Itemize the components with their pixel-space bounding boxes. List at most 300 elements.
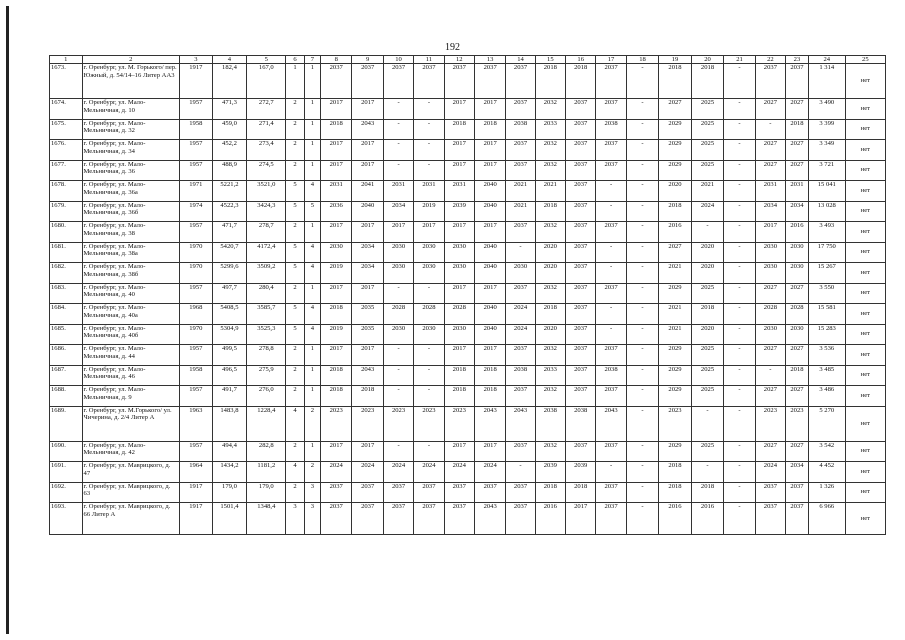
status-cell: нет bbox=[845, 345, 885, 366]
table-row bbox=[50, 222, 886, 243]
column-header: 23 bbox=[786, 56, 809, 64]
table-cell: 2037 bbox=[596, 160, 626, 181]
table-cell: 2035 bbox=[352, 304, 383, 325]
status-cell: нет bbox=[845, 201, 885, 222]
table-cell: 4 bbox=[304, 181, 320, 202]
table-cell: - bbox=[724, 222, 755, 243]
row-number: 1683. bbox=[50, 283, 83, 304]
table-cell: 2033 bbox=[535, 365, 565, 386]
table-cell: 2037 bbox=[506, 140, 535, 161]
table-cell: 2024 bbox=[691, 201, 724, 222]
column-header: 4 bbox=[212, 56, 247, 64]
table-cell: 2037 bbox=[566, 386, 596, 407]
table-cell: 2021 bbox=[506, 181, 535, 202]
table-cell: 2017 bbox=[321, 283, 352, 304]
table-cell: - bbox=[626, 140, 659, 161]
table-cell: - bbox=[724, 365, 755, 386]
table-cell: 1228,4 bbox=[247, 406, 286, 441]
table-cell: 2018 bbox=[786, 365, 809, 386]
status-cell: нет bbox=[845, 222, 885, 243]
table-cell: 2043 bbox=[352, 365, 383, 386]
table-cell: 2040 bbox=[474, 201, 505, 222]
table-cell: 2021 bbox=[535, 181, 565, 202]
table-cell: 2030 bbox=[383, 263, 413, 284]
column-header: 21 bbox=[724, 56, 755, 64]
table-cell: 2037 bbox=[566, 324, 596, 345]
table-cell: 2037 bbox=[596, 99, 626, 120]
table-cell: 2043 bbox=[474, 503, 505, 535]
table-cell: 2037 bbox=[506, 222, 535, 243]
table-cell: - bbox=[626, 304, 659, 325]
table-cell: 2017 bbox=[352, 283, 383, 304]
table-cell: 2029 bbox=[659, 365, 692, 386]
table-row bbox=[50, 503, 886, 535]
status-cell: нет bbox=[845, 99, 885, 120]
table-cell: 182,4 bbox=[212, 64, 247, 99]
address-cell: г. Оренбург, ул. Мало-Мельничная, д. 40а bbox=[82, 304, 180, 325]
table-cell: 1957 bbox=[180, 441, 213, 462]
table-cell: 1970 bbox=[180, 324, 213, 345]
address-cell: г. Оренбург, ул. Мало-Мельничная, д. 46 bbox=[82, 365, 180, 386]
table-cell: - bbox=[383, 283, 413, 304]
table-cell: 2017 bbox=[474, 140, 505, 161]
column-header: 9 bbox=[352, 56, 383, 64]
table-cell: 2029 bbox=[659, 140, 692, 161]
table-cell: 2037 bbox=[474, 482, 505, 503]
table-cell: 2017 bbox=[444, 441, 474, 462]
table-cell: 1964 bbox=[180, 462, 213, 483]
table-cell: - bbox=[506, 242, 535, 263]
table-cell: 2024 bbox=[321, 462, 352, 483]
table-cell: - bbox=[596, 304, 626, 325]
table-cell: 2027 bbox=[755, 345, 785, 366]
table-cell: 2017 bbox=[755, 222, 785, 243]
column-header: 1 bbox=[50, 56, 83, 64]
table-cell: 2030 bbox=[444, 242, 474, 263]
table-cell: - bbox=[626, 160, 659, 181]
status-cell: нет bbox=[845, 386, 885, 407]
table-cell: 3 485 bbox=[808, 365, 845, 386]
table-row bbox=[50, 462, 886, 483]
table-row bbox=[50, 242, 886, 263]
table-cell: 3 399 bbox=[808, 119, 845, 140]
table-cell: 2041 bbox=[352, 181, 383, 202]
table-cell: 15 283 bbox=[808, 324, 845, 345]
table-cell: 1 bbox=[304, 119, 320, 140]
table-cell: 2037 bbox=[414, 482, 444, 503]
table-cell: 2040 bbox=[474, 181, 505, 202]
table-cell: 3 536 bbox=[808, 345, 845, 366]
table-cell: 2031 bbox=[414, 181, 444, 202]
address-cell: г. Оренбург, ул. Маврицкого, д. 63 bbox=[82, 482, 180, 503]
table-cell: 2037 bbox=[566, 119, 596, 140]
table-cell: - bbox=[626, 441, 659, 462]
table-cell: 2035 bbox=[352, 324, 383, 345]
column-header: 11 bbox=[414, 56, 444, 64]
column-header: 19 bbox=[659, 56, 692, 64]
table-cell: 5 bbox=[286, 324, 304, 345]
table-cell: 2039 bbox=[535, 462, 565, 483]
table-cell: - bbox=[724, 242, 755, 263]
table-cell: 2018 bbox=[321, 119, 352, 140]
table-cell: - bbox=[383, 345, 413, 366]
table-cell: 2028 bbox=[383, 304, 413, 325]
table-cell: 2018 bbox=[566, 64, 596, 99]
table-row bbox=[50, 365, 886, 386]
table-cell: 2025 bbox=[691, 140, 724, 161]
table-cell: 3 490 bbox=[808, 99, 845, 120]
table-cell: 2025 bbox=[691, 345, 724, 366]
table-cell: 2021 bbox=[691, 181, 724, 202]
table-cell: 2030 bbox=[786, 242, 809, 263]
table-cell: 2019 bbox=[414, 201, 444, 222]
table-cell: 2 bbox=[286, 283, 304, 304]
table-cell: 2038 bbox=[566, 406, 596, 441]
table-cell: - bbox=[596, 242, 626, 263]
column-header: 24 bbox=[808, 56, 845, 64]
table-cell: 2032 bbox=[535, 160, 565, 181]
table-cell: 2018 bbox=[321, 304, 352, 325]
table-cell: 2018 bbox=[659, 482, 692, 503]
table-cell: 2018 bbox=[474, 386, 505, 407]
table-cell: 2 bbox=[286, 365, 304, 386]
table-cell: 2037 bbox=[755, 503, 785, 535]
table-cell: - bbox=[414, 160, 444, 181]
table-cell: - bbox=[414, 386, 444, 407]
header-row bbox=[50, 56, 886, 64]
table-cell: 1957 bbox=[180, 222, 213, 243]
table-cell: 1917 bbox=[180, 482, 213, 503]
table-cell: 2034 bbox=[383, 201, 413, 222]
table-cell: 2021 bbox=[659, 263, 692, 284]
status-cell: нет bbox=[845, 140, 885, 161]
table-cell: 2018 bbox=[535, 482, 565, 503]
row-number: 1689. bbox=[50, 406, 83, 441]
table-cell: 2037 bbox=[596, 503, 626, 535]
table-cell: 2037 bbox=[566, 222, 596, 243]
table-cell: - bbox=[626, 365, 659, 386]
table-cell: 2027 bbox=[755, 140, 785, 161]
table-cell: 499,5 bbox=[212, 345, 247, 366]
table-cell: 2 bbox=[304, 406, 320, 441]
table-cell: - bbox=[596, 181, 626, 202]
table-cell: 2016 bbox=[659, 222, 692, 243]
table-cell: 2018 bbox=[786, 119, 809, 140]
table-cell: 2020 bbox=[691, 242, 724, 263]
table-cell: - bbox=[506, 462, 535, 483]
table-cell: - bbox=[414, 365, 444, 386]
table-cell: - bbox=[626, 503, 659, 535]
table-cell: - bbox=[626, 462, 659, 483]
table-cell: 2 bbox=[286, 160, 304, 181]
address-cell: г. Оренбург, ул. Мало-Мельничная, д. 9 bbox=[82, 386, 180, 407]
table-cell: 2021 bbox=[659, 324, 692, 345]
column-header: 13 bbox=[474, 56, 505, 64]
table-cell: - bbox=[626, 324, 659, 345]
table-cell: - bbox=[724, 386, 755, 407]
column-header: 12 bbox=[444, 56, 474, 64]
table-cell: 2028 bbox=[755, 304, 785, 325]
table-cell: 4 bbox=[304, 324, 320, 345]
table-row bbox=[50, 324, 886, 345]
table-row bbox=[50, 119, 886, 140]
table-cell: 2030 bbox=[444, 324, 474, 345]
table-cell: 2017 bbox=[444, 283, 474, 304]
table-row bbox=[50, 181, 886, 202]
table-cell: 4522,3 bbox=[212, 201, 247, 222]
table-cell: 2030 bbox=[414, 324, 444, 345]
table-cell: 2040 bbox=[474, 304, 505, 325]
table-cell: - bbox=[724, 324, 755, 345]
table-cell: 2018 bbox=[535, 64, 565, 99]
table-cell: 2017 bbox=[352, 222, 383, 243]
table-cell: 2037 bbox=[755, 482, 785, 503]
table-cell: 491,7 bbox=[212, 386, 247, 407]
row-number: 1686. bbox=[50, 345, 83, 366]
table-cell: 2028 bbox=[444, 304, 474, 325]
address-cell: г. Оренбург, ул. Маврицкого, д. 66 Литер А bbox=[82, 503, 180, 535]
table-cell: 2017 bbox=[444, 160, 474, 181]
table-cell: 2 bbox=[286, 99, 304, 120]
table-cell: 2037 bbox=[786, 503, 809, 535]
table-cell: 2023 bbox=[414, 406, 444, 441]
table-cell: - bbox=[626, 201, 659, 222]
table-cell: 2036 bbox=[321, 201, 352, 222]
table-cell: 2017 bbox=[321, 140, 352, 161]
status-cell: нет bbox=[845, 482, 885, 503]
table-cell: 13 028 bbox=[808, 201, 845, 222]
table-cell: 2020 bbox=[659, 181, 692, 202]
table-cell: 2031 bbox=[786, 181, 809, 202]
table-cell: 2037 bbox=[352, 503, 383, 535]
table-cell: 2029 bbox=[659, 119, 692, 140]
table-cell: - bbox=[724, 406, 755, 441]
table-cell: 1 bbox=[304, 140, 320, 161]
table-cell: 1957 bbox=[180, 160, 213, 181]
table-cell: 2037 bbox=[506, 99, 535, 120]
table-cell: 2028 bbox=[786, 304, 809, 325]
table-cell: 2034 bbox=[786, 462, 809, 483]
column-header: 6 bbox=[286, 56, 304, 64]
table-cell: 4 bbox=[286, 406, 304, 441]
column-header: 8 bbox=[321, 56, 352, 64]
table-cell: 2037 bbox=[383, 64, 413, 99]
table-row bbox=[50, 64, 886, 99]
table-cell: 2043 bbox=[474, 406, 505, 441]
column-header: 5 bbox=[247, 56, 286, 64]
column-header: 10 bbox=[383, 56, 413, 64]
table-cell: 2031 bbox=[321, 181, 352, 202]
table-cell: 5299,6 bbox=[212, 263, 247, 284]
table-cell: 2027 bbox=[786, 283, 809, 304]
table-cell: 2016 bbox=[659, 503, 692, 535]
table-row bbox=[50, 160, 886, 181]
table-row bbox=[50, 386, 886, 407]
table-cell: 2018 bbox=[691, 304, 724, 325]
table-cell: 2037 bbox=[444, 482, 474, 503]
table-cell: 2032 bbox=[535, 222, 565, 243]
table-cell: 2031 bbox=[444, 181, 474, 202]
table-cell: 5 bbox=[286, 304, 304, 325]
table-cell: 2030 bbox=[383, 324, 413, 345]
table-cell: 2018 bbox=[444, 386, 474, 407]
table-cell: - bbox=[626, 482, 659, 503]
table-row bbox=[50, 140, 886, 161]
table-cell: - bbox=[626, 345, 659, 366]
address-cell: г. Оренбург, ул. Мало-Мельничная, д. 38б bbox=[82, 263, 180, 284]
table-cell: 497,7 bbox=[212, 283, 247, 304]
table-cell: 2040 bbox=[474, 324, 505, 345]
table-cell: 2037 bbox=[596, 482, 626, 503]
table-cell: - bbox=[383, 119, 413, 140]
row-number: 1674. bbox=[50, 99, 83, 120]
column-header: 7 bbox=[304, 56, 320, 64]
table-cell: 2018 bbox=[474, 365, 505, 386]
table-cell: 2017 bbox=[352, 160, 383, 181]
table-cell: - bbox=[724, 462, 755, 483]
table-cell: - bbox=[724, 503, 755, 535]
table-row bbox=[50, 201, 886, 222]
address-cell: г. Оренбург, ул. Мало-Мельничная, д. 44 bbox=[82, 345, 180, 366]
table-cell: 3 550 bbox=[808, 283, 845, 304]
table-cell: 3521,0 bbox=[247, 181, 286, 202]
status-cell: нет bbox=[845, 441, 885, 462]
table-cell: 2034 bbox=[755, 201, 785, 222]
table-cell: 471,7 bbox=[212, 222, 247, 243]
table-cell: 2040 bbox=[352, 201, 383, 222]
table-cell: 2 bbox=[286, 222, 304, 243]
table-cell: 2027 bbox=[786, 160, 809, 181]
table-cell: 2017 bbox=[321, 222, 352, 243]
table-cell: 275,9 bbox=[247, 365, 286, 386]
table-cell: 2037 bbox=[566, 242, 596, 263]
table-cell: 1971 bbox=[180, 181, 213, 202]
table-cell: 15 581 bbox=[808, 304, 845, 325]
table-cell: 5408,5 bbox=[212, 304, 247, 325]
table-cell: 280,4 bbox=[247, 283, 286, 304]
table-cell: 2029 bbox=[659, 283, 692, 304]
table-cell: 2018 bbox=[691, 64, 724, 99]
table-cell: 5 bbox=[286, 263, 304, 284]
table-cell: 2017 bbox=[444, 345, 474, 366]
table-cell: 1970 bbox=[180, 242, 213, 263]
table-cell: 2019 bbox=[321, 324, 352, 345]
address-cell: г. Оренбург, ул. М. Горького/ пер. Южный, д. 54/14–16 Литер АА3 bbox=[82, 64, 180, 99]
column-header: 3 bbox=[180, 56, 213, 64]
table-cell: 1348,4 bbox=[247, 503, 286, 535]
table-cell: 2027 bbox=[786, 441, 809, 462]
table-cell: 2030 bbox=[755, 242, 785, 263]
row-number: 1680. bbox=[50, 222, 83, 243]
table-cell: 278,8 bbox=[247, 345, 286, 366]
table-cell: 2037 bbox=[566, 441, 596, 462]
table-cell: 2028 bbox=[414, 304, 444, 325]
column-header: 18 bbox=[626, 56, 659, 64]
table-cell: 2037 bbox=[566, 160, 596, 181]
table-cell: 2025 bbox=[691, 119, 724, 140]
table-cell: 496,5 bbox=[212, 365, 247, 386]
column-header: 14 bbox=[506, 56, 535, 64]
table-cell: 1 314 bbox=[808, 64, 845, 99]
table-cell: 2023 bbox=[786, 406, 809, 441]
table-cell: 5221,2 bbox=[212, 181, 247, 202]
table-cell: - bbox=[383, 386, 413, 407]
table-cell: 2037 bbox=[566, 181, 596, 202]
table-cell: 282,8 bbox=[247, 441, 286, 462]
table-cell: 2040 bbox=[474, 242, 505, 263]
table-cell: 1970 bbox=[180, 263, 213, 284]
table-cell: 5 270 bbox=[808, 406, 845, 441]
table-cell: 2020 bbox=[535, 263, 565, 284]
table-cell: 2024 bbox=[444, 462, 474, 483]
row-number: 1682. bbox=[50, 263, 83, 284]
table-cell: 2016 bbox=[691, 503, 724, 535]
row-number: 1688. bbox=[50, 386, 83, 407]
row-number: 1684. bbox=[50, 304, 83, 325]
table-cell: 1 bbox=[304, 64, 320, 99]
table-cell: 2037 bbox=[566, 304, 596, 325]
table-cell: 2032 bbox=[535, 441, 565, 462]
address-cell: г. Оренбург, ул. Мало-Мельничная, д. 34 bbox=[82, 140, 180, 161]
column-header: 15 bbox=[535, 56, 565, 64]
table-cell: 274,5 bbox=[247, 160, 286, 181]
table-cell: - bbox=[626, 99, 659, 120]
table-cell: - bbox=[596, 263, 626, 284]
table-cell: 5 bbox=[286, 242, 304, 263]
row-number: 1675. bbox=[50, 119, 83, 140]
table-cell: 1957 bbox=[180, 386, 213, 407]
table-cell: 3424,3 bbox=[247, 201, 286, 222]
table-cell: 2039 bbox=[566, 462, 596, 483]
table-cell: 2037 bbox=[506, 503, 535, 535]
table-cell: 3 349 bbox=[808, 140, 845, 161]
table-cell: 2023 bbox=[383, 406, 413, 441]
column-header: 25 bbox=[845, 56, 885, 64]
table-cell: 2032 bbox=[535, 99, 565, 120]
status-cell: нет bbox=[845, 324, 885, 345]
table-cell: 1 bbox=[304, 222, 320, 243]
table-cell: 2032 bbox=[535, 140, 565, 161]
table-cell: 2025 bbox=[691, 386, 724, 407]
table-cell: 2018 bbox=[566, 482, 596, 503]
table-cell: 2037 bbox=[566, 365, 596, 386]
row-number: 1673. bbox=[50, 64, 83, 99]
address-cell: г. Оренбург, ул. Мало-Мельничная, д. 36 bbox=[82, 160, 180, 181]
row-number: 1681. bbox=[50, 242, 83, 263]
table-cell: 2023 bbox=[444, 406, 474, 441]
address-cell: г. Оренбург, ул. Мало-Мельничная, д. 42 bbox=[82, 441, 180, 462]
row-number: 1676. bbox=[50, 140, 83, 161]
table-cell: 3 bbox=[286, 503, 304, 535]
table-cell: 2037 bbox=[566, 140, 596, 161]
table-cell: 2032 bbox=[535, 283, 565, 304]
table-cell: 2033 bbox=[535, 119, 565, 140]
table-cell: 2030 bbox=[786, 263, 809, 284]
table-cell: 2034 bbox=[786, 201, 809, 222]
table-cell: 2 bbox=[286, 386, 304, 407]
table-cell: 179,0 bbox=[212, 482, 247, 503]
table-cell: 2027 bbox=[659, 242, 692, 263]
table-cell: 2025 bbox=[691, 160, 724, 181]
table-cell: 2019 bbox=[321, 263, 352, 284]
table-cell: - bbox=[724, 99, 755, 120]
table-cell: 2023 bbox=[755, 406, 785, 441]
table-cell: 4172,4 bbox=[247, 242, 286, 263]
table-cell: 2017 bbox=[444, 222, 474, 243]
table-cell: 4 bbox=[304, 263, 320, 284]
table-cell: 1917 bbox=[180, 503, 213, 535]
table-cell: 2017 bbox=[474, 222, 505, 243]
